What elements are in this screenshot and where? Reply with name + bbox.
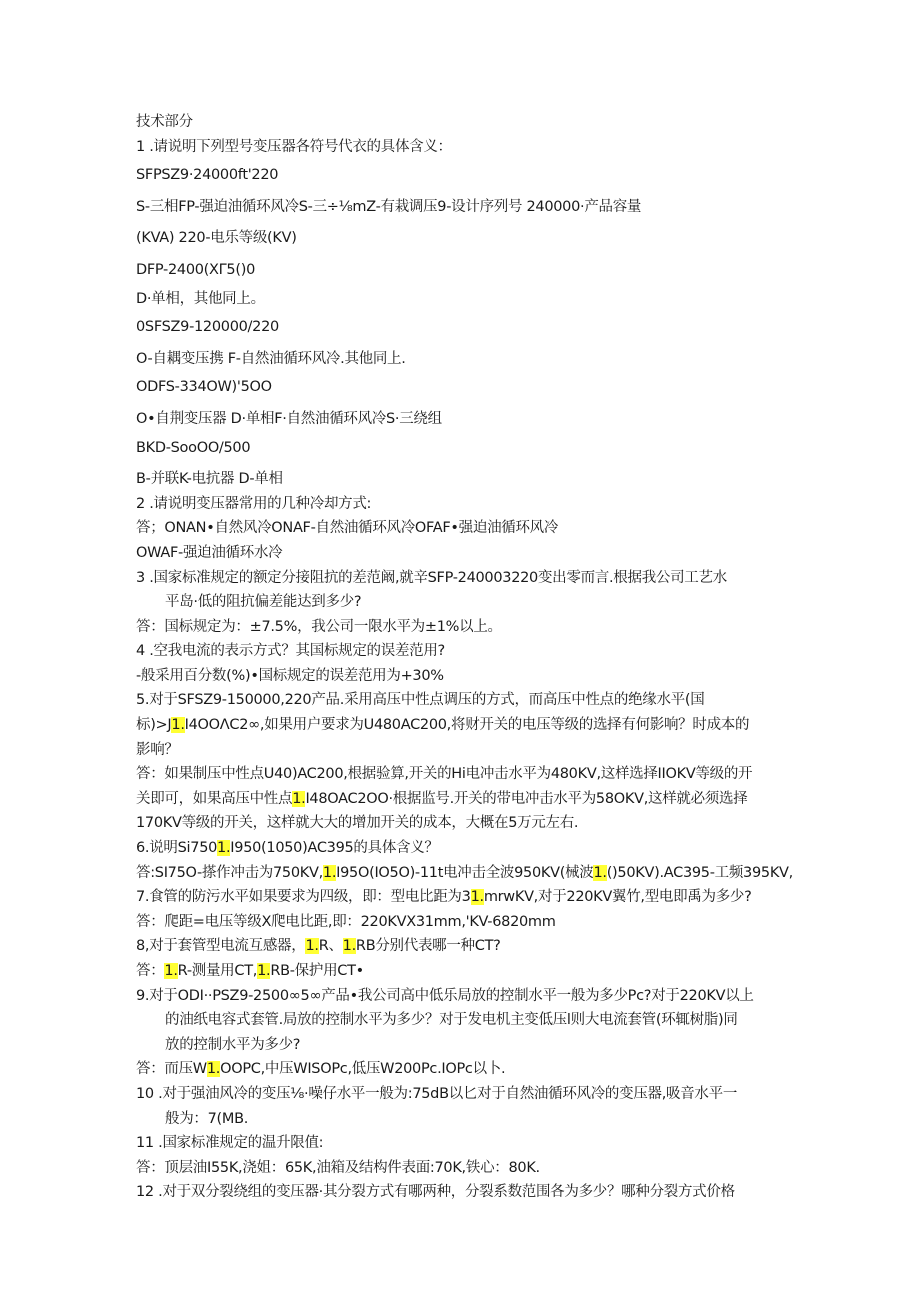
section-title: 技术部分 [136, 114, 193, 130]
answer-line: S-三相FP-强迫油循环风冷S-三÷⅛mZ-有栽调压9-设计序列号 240000·产品容量 [136, 198, 642, 215]
answer-line: (KVA) 220-电乐等级(KV) [136, 230, 297, 247]
model-code: BKD-SooOO/500 [136, 439, 251, 456]
question-7: 7.食管的防污水平如果要求为四级，即：型电比距为31.mrwKV,对于220KV翼竹,型电即禹为多少? [136, 889, 752, 906]
question-5-cont: 影响？ [136, 741, 179, 758]
answer-line: 答：而压W1.OOPC,中压WISOPc,低压W200Pc.IOPc以卜. [136, 1061, 506, 1078]
answer-line: -般采用百分数(%)•国标规定的误差范用为+30% [136, 667, 444, 684]
model-code: ODFS-334OW)'5OO [136, 379, 272, 396]
answer-line: 170KV等级的开关，这样就大大的增加开关的成本，大概在5万元左右. [136, 815, 579, 832]
model-code: SFPSZ9·24000ft'220 [136, 167, 279, 184]
highlight-mark: 1. [171, 717, 185, 734]
question-9: 9.对于ODI··PSZ9-2500∞5∞产品•我公司高中低乐局放的控制水平一般为多少Pc?对于220KV以上 [136, 987, 754, 1004]
answer-line: 答；ONAN•自然风冷ONAF-自然油循环风冷OFAF•强迫油循环风冷 [136, 520, 559, 537]
answer-line: OWAF-强迫油循环水冷 [136, 544, 283, 561]
model-code: DFP-2400(XΓ5()0 [136, 261, 255, 278]
question-5: 5.对于SFSZ9-150000,220产品.采用高压中性点调压的方式，而高压中性点的绝缘水平(国 [136, 692, 705, 709]
answer-line: O•自荆变压器 D·单相F·自然油循环风冷S·三绕组 [136, 410, 442, 427]
question-9-cont: 的油纸电容式套管.局放的控制水平为多少？对于发电机主变低压l则大电流套管(环辄树脂)同 [165, 1012, 738, 1029]
highlight-mark: 1. [305, 938, 319, 955]
answer-line: B-并联K-电抗器 D-单相 [136, 471, 283, 488]
highlight-mark: 1. [593, 864, 607, 881]
question-5-cont: 标)>J1.I4OOΛC2∞,如果用户要求为U480AC200,将财开关的电压等级的选择有何影响？时成本的 [136, 717, 750, 734]
highlight-mark: 1. [470, 889, 484, 906]
highlight-mark: 1. [164, 963, 178, 979]
answer-line: 答:SI75O-搽作冲击为750KV,1.I95O(IO5O)-11t电冲击全波950KV(械波1.()50KV).AC395-工频395KV, [136, 864, 793, 881]
question-2: 2 .请说明变压器常用的几种冷却方式: [136, 495, 372, 512]
question-8: 8,对于套管型电流互感器，1.R、1.RB分别代表哪一种CT? [136, 938, 501, 955]
question-12: 12 .对于双分裂绕组的变压器·其分裂方式有哪两种，分裂系数范围各为多少？哪种分裂方式价格 [136, 1184, 735, 1201]
highlight-mark: 1. [292, 790, 306, 807]
highlight-mark: 1. [217, 840, 231, 857]
question-10: 10 .对于强油风冷的变压⅛·噪仔水平一般为:75dB以匕对于自然油循环风冷的变压器,吸音水平一 [136, 1085, 738, 1102]
highlight-mark: 1. [322, 864, 337, 881]
document-body [136, 110, 796, 1205]
answer-line: O-自耦变压携 F-自然油循环风冷.其他同上. [136, 350, 406, 367]
answer-line: 答：国标规定为：±7.5%，我公司一限水平为±1%以上。 [136, 618, 502, 635]
highlight-mark: 1. [206, 1061, 221, 1078]
question-6: 6.说明Si7501.I950(1050)AC395的具体含义？ [136, 840, 439, 857]
question-3-cont: 平岛·低的阻抗偏差能达到多少? [165, 594, 362, 611]
question-1: 1 .请说明下列型号变压器各符号代衣的具体含义： [136, 138, 452, 155]
answer-line: 答：顶层油I55K,浇姐：65K,油箱及结构件表面:70K,铁心：80K. [136, 1159, 540, 1176]
answer-line: 答：如果制压中性点U40)AC200,根据验算,开关的Hi电冲击水平为480KV,这样选择IIOKV等级的开 [136, 766, 753, 783]
answer-line: D·单相，其他同上。 [136, 290, 265, 307]
question-3: 3 .国家标准规定的额定分接阻抗的差范阚,就辛SFP-240003220变出零而言.根据我公司工艺水 [136, 569, 727, 586]
highlight-mark: 1. [257, 963, 271, 979]
model-code: 0SFSZ9-120000/220 [136, 319, 279, 336]
question-4: 4 .空我电流的表示方式？其国标规定的误差范用? [136, 643, 445, 660]
question-9-cont: 放的控制水平为多少? [165, 1036, 301, 1053]
question-11: 11 .国家标准规定的温升限值: [136, 1135, 324, 1152]
answer-line: 关即可，如果高压中性点1.I48OAC2OO·根据监号.开关的带电冲击水平为58OKV,这样就必须选择 [136, 790, 748, 807]
question-10-cont: 般为：7(MB. [165, 1110, 249, 1127]
answer-line: 答：爬距=电压等级X爬电比距,即：220KVX31mm,'KV-6820mm [136, 913, 556, 930]
answer-line: 答：1.R-测量用CT,1.RB-保护用CT• [136, 963, 364, 979]
highlight-mark: 1. [342, 938, 356, 955]
